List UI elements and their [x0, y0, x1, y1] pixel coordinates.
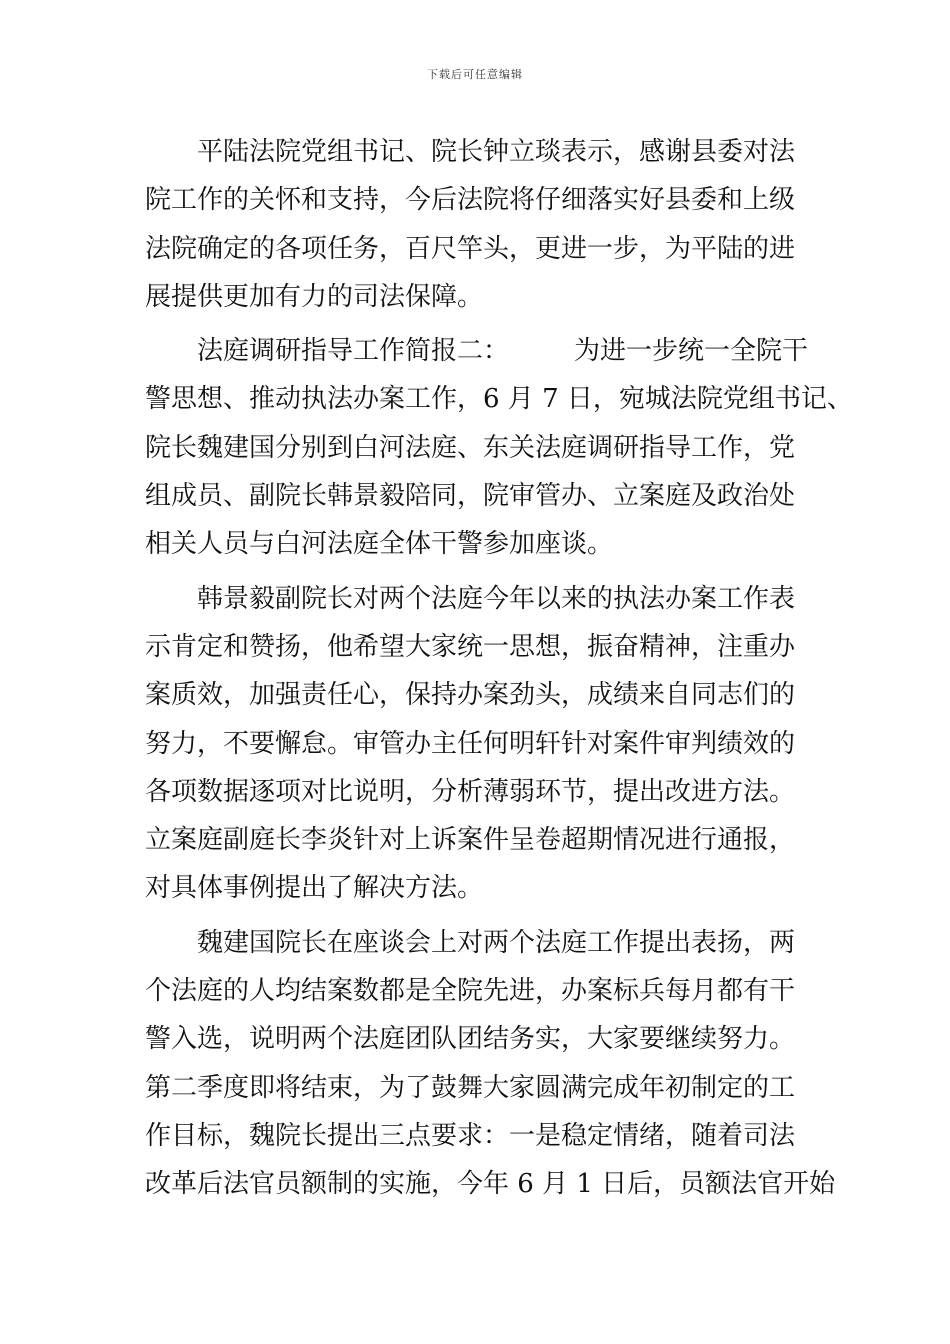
text-line: 各项数据逐项对比说明，分析薄弱环节，提出改进方法。: [145, 776, 796, 807]
paragraph: [145, 919, 836, 1209]
text-line: 院长魏建国分别到白河法庭、东关法庭调研指导工作，党: [145, 432, 796, 463]
text-line: 第二季度即将结束，为了鼓舞大家圆满完成年初制定的工: [145, 1072, 796, 1103]
text-line: 作目标，魏院长提出三点要求：一是稳定情绪，随着司法: [145, 1120, 796, 1151]
text-line: 组成员、副院长韩景毅陪同，院审管办、立案庭及政治处: [145, 481, 796, 512]
text-line: 示肯定和赞扬，他希望大家统一思想，振奋精神，注重办: [145, 631, 796, 662]
text-line: 改革后法官员额制的实施，今年 6 月 1 日后，员额法官开始: [145, 1169, 836, 1200]
text-line: 相关人员与白河法庭全体干警参加座谈。: [145, 529, 614, 560]
paragraph: [145, 128, 807, 321]
text-line: 案质效，加强责任心，保持办案劲头，成绩来自同志们的: [145, 680, 796, 711]
text-line: 立案庭副庭长李炎针对上诉案件呈卷超期情况进行通报，: [145, 825, 796, 856]
text-line: 法院确定的各项任务，百尺竿头，更进一步，为平陆的进: [145, 233, 796, 264]
text-line: 法庭调研指导工作简报二： 为进一步统一全院干: [197, 336, 809, 367]
text-line: 魏建国院长在座谈会上对两个法庭工作提出表扬，两: [197, 927, 796, 958]
paragraph: [145, 327, 853, 568]
text-line: 展提供更加有力的司法保障。: [145, 281, 484, 312]
text-line: 院工作的关怀和支持，今后法院将仔细落实好县委和上级: [145, 185, 796, 216]
text-line: 警入选，说明两个法庭团队团结务实，大家要继续努力。: [145, 1024, 796, 1055]
text-line: 平陆法院党组书记、院长钟立琰表示，感谢县委对法: [197, 137, 796, 167]
text-line: 韩景毅副院长对两个法庭今年以来的执法办案工作表: [197, 583, 796, 614]
text-line: 努力，不要懈怠。审管办主任何明轩针对案件审判绩效的: [145, 728, 796, 759]
text-line: 警思想、推动执法办案工作，6 月 7 日，宛城法院党组书记、: [145, 384, 853, 415]
page-header: 下载后可任意编辑: [427, 68, 523, 81]
text-line: 对具体事例提出了解决方法。: [145, 873, 484, 904]
text-line: 个法庭的人均结案数都是全院先进，办案标兵每月都有干: [145, 976, 796, 1007]
paragraph: [145, 575, 807, 913]
document-body: [145, 128, 853, 1209]
